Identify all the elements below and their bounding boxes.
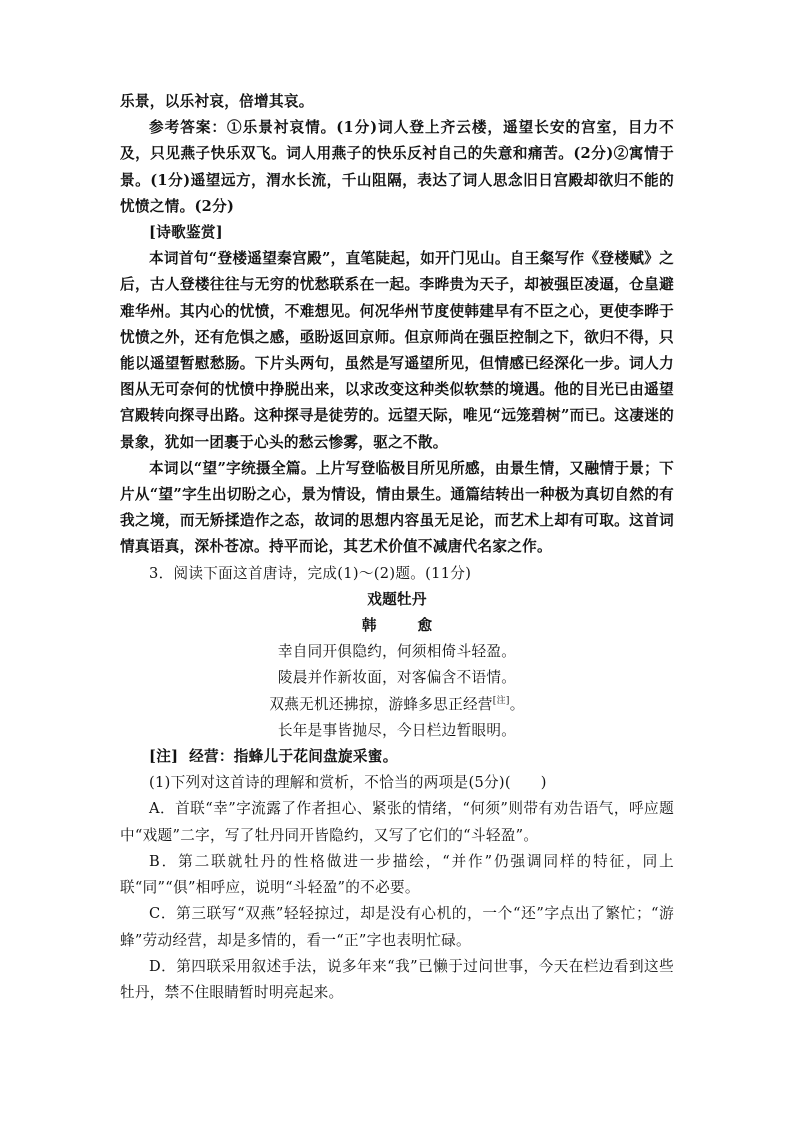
poem-line: 长年是事皆抛尽，今日栏边暂眼明。 — [277, 721, 517, 739]
intro-continuation: 乐景，以乐衬哀，倍增其哀。 — [120, 93, 314, 110]
poem-line — [120, 692, 674, 718]
sub-question-1-prompt: (1)下列对这首诗的理解和赏析，不恰当的两项是(5分)( ) — [149, 774, 547, 792]
appreciation-paragraph: 本词首句“登楼遥望秦宫殿”，直笔陡起，如开门见山。自王粲写作《登楼赋》之后，古人登楼往往与无穷的忧愁联系在一起。李晔贵为天子，却被强臣凌逼，仓皇避难华州。其内心的忧愤，不难想见。何况华州节度使韩建早有不臣之心，更使李晔于忧愤之外，还有危惧之感，亟盼返回京师。但京师尚在强臣控制之下，欲归不得，只能以遥望暂慰愁肠。下片头两句，虽然是写遥望所见，但情感已经深化一步。词人力图从无可奈何的忧愤中挣脱出来，以求改变这种类似软禁的境遇。他的目光已由遥望宫殿转向探寻出路。这种探寻是徒劳的。远望天际，唯见“远笼碧树”而已。这凄迷的景象，犹如一团裹于心头的愁云惨雾，驱之不散。 — [120, 250, 674, 451]
poem-line: 陵晨并作新妆面，对客偏含不语情。 — [277, 669, 517, 687]
document-body — [120, 89, 674, 1006]
option-d: D．第四联采用叙述手法，说多年来“我”已懒于过问世事，今天在栏边看到这些牡丹，禁不住眼睛暂时明亮起来。 — [120, 957, 674, 1001]
poem-note-label: [注] — [149, 748, 179, 766]
poem-title: 戏题牡丹 — [367, 590, 427, 608]
poem-line: 幸自同开俱隐约，何须相倚斗轻盈。 — [277, 643, 517, 661]
option-c: C．第三联写“双燕”轻轻掠过，却是没有心机的，一个“还”字点出了繁忙；“游蜂”劳动经营，却是多情的，看一“正”字也表明忙碌。 — [120, 905, 674, 949]
reference-answer: 参考答案：①乐景衬哀情。(1分)词人登上齐云楼，遥望长安的宫室，目力不及，只见燕子快乐双飞。词人用燕子的快乐反衬自己的失意和痛苦。(2分)②寓情于景。(1分)遥望远方，渭水长流，千山阻隔，表达了词人思念旧日宫殿却欲归不能的忧愤之情。(2分) — [120, 119, 674, 215]
poem-line-text: 双燕无机还拂掠，游蜂多思正经营 — [269, 695, 493, 713]
poem-note-text: 经营：指蜂儿于花间盘旋采蜜。 — [189, 748, 398, 766]
option-b: B．第二联就牡丹的性格做进一步描绘，“并作”仍强调同样的特征，同上联“同”“俱”相呼应，说明“斗轻盈”的不必要。 — [120, 852, 674, 897]
question-3-prompt: 3．阅读下面这首唐诗，完成(1)～(2)题。(11分) — [149, 564, 472, 582]
poem-author: 韩 愈 — [361, 617, 451, 635]
poem-line-end: 。 — [509, 695, 525, 713]
appreciation-paragraph: 本词以“望”字统摄全篇。上片写登临极目所见所感，由景生情，又融情于景；下片从“望”字生出切盼之心，景为情设，情由景生。通篇结转出一种极为真切自然的有我之境，而无矫揉造作之态，故词的思想内容虽无足论，而艺术上却有可取。这首词情真语真，深朴苍凉。持平而论，其艺术价值不减唐代名家之作。 — [120, 459, 674, 556]
option-a: A．首联“幸”字流露了作者担心、紧张的情绪，“何须”则带有劝告语气，呼应题中“戏题”二字，写了牡丹同开皆隐约，又写了它们的“斗轻盈”。 — [120, 800, 674, 844]
appreciation-heading: [诗歌鉴赏] — [149, 224, 223, 242]
footnote-marker: [注] — [492, 695, 510, 706]
poem-note — [120, 744, 674, 770]
